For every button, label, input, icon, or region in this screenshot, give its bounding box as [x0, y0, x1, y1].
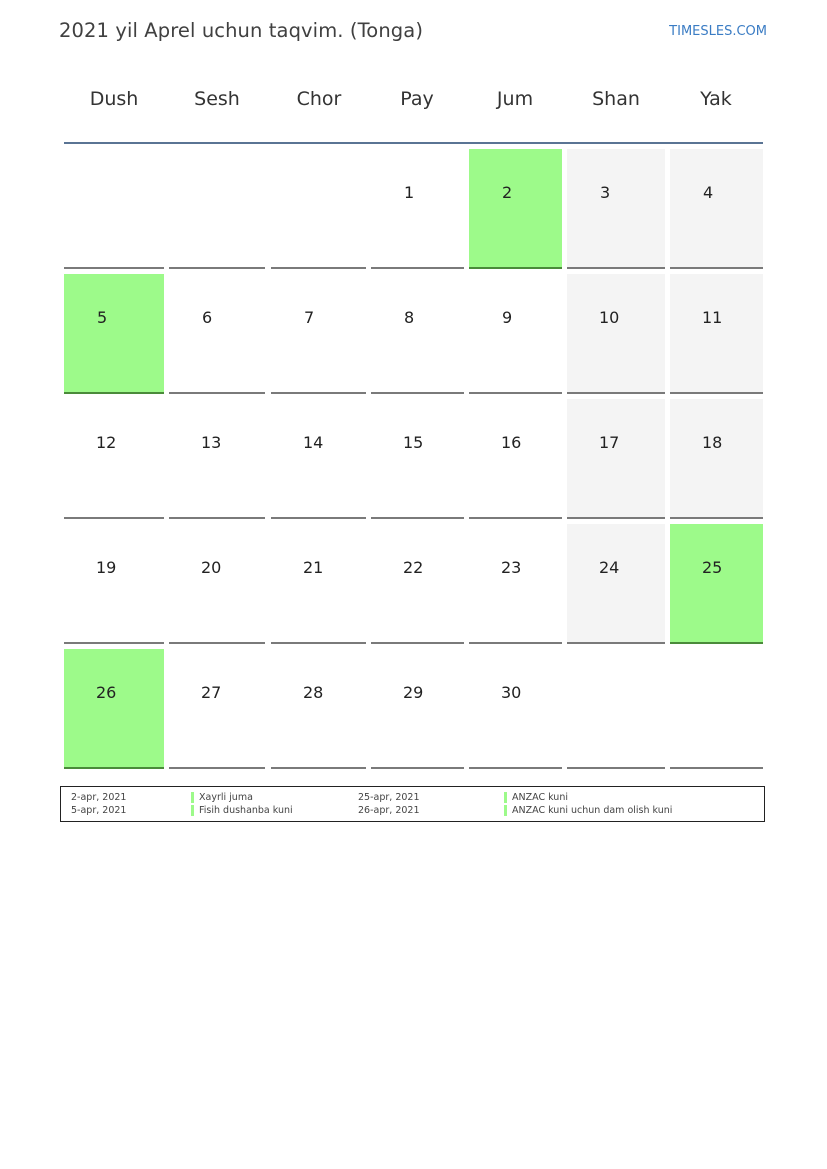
day-cell: [169, 149, 265, 269]
day-number: 27: [201, 683, 222, 702]
page-title: 2021 yil Aprel uchun taqvim. (Tonga): [59, 19, 424, 42]
weekday-header: Jum: [496, 88, 534, 110]
cell-underline: [371, 392, 464, 394]
cell-underline: [271, 767, 366, 769]
day-number: 10: [599, 308, 620, 327]
legend-marker: [191, 805, 194, 816]
day-cell: [64, 524, 164, 644]
day-cell: [469, 649, 562, 769]
day-cell: [670, 649, 763, 769]
day-number: 8: [404, 308, 415, 327]
day-cell: [64, 399, 164, 519]
cell-underline: [169, 642, 265, 644]
day-cell: [371, 399, 464, 519]
cell-underline: [371, 517, 464, 519]
holiday-legend: [60, 786, 765, 822]
cell-underline: [469, 767, 562, 769]
day-cell: [469, 399, 562, 519]
day-number: 2: [502, 183, 513, 202]
day-number: 19: [96, 558, 117, 577]
weekday-header: Sesh: [194, 88, 240, 110]
day-number: 4: [703, 183, 714, 202]
cell-underline: [469, 517, 562, 519]
legend-holiday-name: Fisih dushanba kuni: [199, 805, 293, 816]
day-number: 11: [702, 308, 723, 327]
weekday-header: Pay: [400, 88, 434, 110]
day-cell: [169, 274, 265, 394]
day-number: 17: [599, 433, 620, 452]
day-cell: [64, 149, 164, 269]
cell-underline: [169, 267, 265, 269]
day-cell: [371, 524, 464, 644]
day-cell: [567, 524, 665, 644]
day-cell: [271, 524, 366, 644]
cell-underline: [371, 767, 464, 769]
day-cell: [64, 274, 164, 394]
day-number: 14: [303, 433, 324, 452]
day-number: 22: [403, 558, 424, 577]
cell-underline: [567, 517, 665, 519]
day-number: 23: [501, 558, 522, 577]
day-cell: [567, 649, 665, 769]
day-cell: [371, 274, 464, 394]
cell-underline: [567, 392, 665, 394]
day-number: 12: [96, 433, 117, 452]
cell-underline: [64, 767, 164, 769]
legend-holiday-name: ANZAC kuni uchun dam olish kuni: [512, 805, 673, 816]
cell-underline: [169, 767, 265, 769]
day-cell: [567, 149, 665, 269]
day-cell: [469, 524, 562, 644]
day-cell: [169, 649, 265, 769]
day-cell: [169, 524, 265, 644]
cell-underline: [469, 392, 562, 394]
legend-holiday-name: ANZAC kuni: [512, 792, 568, 803]
day-cell: [469, 274, 562, 394]
day-cell: [169, 399, 265, 519]
day-number: 20: [201, 558, 222, 577]
day-cell: [567, 399, 665, 519]
cell-underline: [469, 642, 562, 644]
day-number: 18: [702, 433, 723, 452]
weekday-header: Shan: [592, 88, 640, 110]
weekday-header-row: [64, 88, 764, 120]
legend-marker: [191, 792, 194, 803]
cell-underline: [64, 267, 164, 269]
cell-underline: [169, 517, 265, 519]
day-cell: [670, 149, 763, 269]
day-number: 6: [202, 308, 213, 327]
day-number: 29: [403, 683, 424, 702]
day-cell: [271, 149, 366, 269]
day-cell: [64, 649, 164, 769]
legend-marker: [504, 792, 507, 803]
day-number: 16: [501, 433, 522, 452]
cell-underline: [567, 642, 665, 644]
legend-date: 5-apr, 2021: [71, 805, 127, 816]
day-cell: [271, 399, 366, 519]
header-rule: [64, 142, 763, 144]
cell-underline: [670, 392, 763, 394]
cell-underline: [567, 267, 665, 269]
weekday-header: Yak: [700, 88, 732, 110]
day-cell: [371, 149, 464, 269]
day-cell: [670, 524, 763, 644]
legend-date: 26-apr, 2021: [358, 805, 420, 816]
cell-underline: [271, 517, 366, 519]
cell-underline: [271, 267, 366, 269]
day-number: 9: [502, 308, 513, 327]
day-number: 21: [303, 558, 324, 577]
legend-holiday-name: Xayrli juma: [199, 792, 253, 803]
cell-underline: [64, 392, 164, 394]
cell-underline: [371, 267, 464, 269]
day-number: 30: [501, 683, 522, 702]
day-number: 5: [97, 308, 108, 327]
cell-underline: [271, 642, 366, 644]
day-number: 28: [303, 683, 324, 702]
day-cell: [469, 149, 562, 269]
day-cell: [567, 274, 665, 394]
day-number: 25: [702, 558, 723, 577]
cell-underline: [64, 517, 164, 519]
cell-underline: [169, 392, 265, 394]
cell-underline: [469, 267, 562, 269]
cell-underline: [670, 517, 763, 519]
day-cell: [271, 274, 366, 394]
day-number: 7: [304, 308, 315, 327]
legend-date: 2-apr, 2021: [71, 792, 127, 803]
legend-marker: [504, 805, 507, 816]
day-cell: [371, 649, 464, 769]
cell-underline: [670, 642, 763, 644]
legend-date: 25-apr, 2021: [358, 792, 420, 803]
cell-underline: [64, 642, 164, 644]
weekday-header: Dush: [89, 88, 139, 110]
cell-underline: [670, 267, 763, 269]
day-number: 24: [599, 558, 620, 577]
cell-underline: [567, 767, 665, 769]
day-cell: [670, 274, 763, 394]
day-number: 13: [201, 433, 222, 452]
brand-link[interactable]: TIMESLES.COM: [669, 24, 767, 39]
day-number: 26: [96, 683, 117, 702]
day-number: 1: [404, 183, 415, 202]
cell-underline: [371, 642, 464, 644]
cell-underline: [271, 392, 366, 394]
cell-underline: [670, 767, 763, 769]
day-cell: [271, 649, 366, 769]
day-cell: [670, 399, 763, 519]
weekday-header: Chor: [296, 88, 342, 110]
day-number: 3: [600, 183, 611, 202]
day-number: 15: [403, 433, 424, 452]
